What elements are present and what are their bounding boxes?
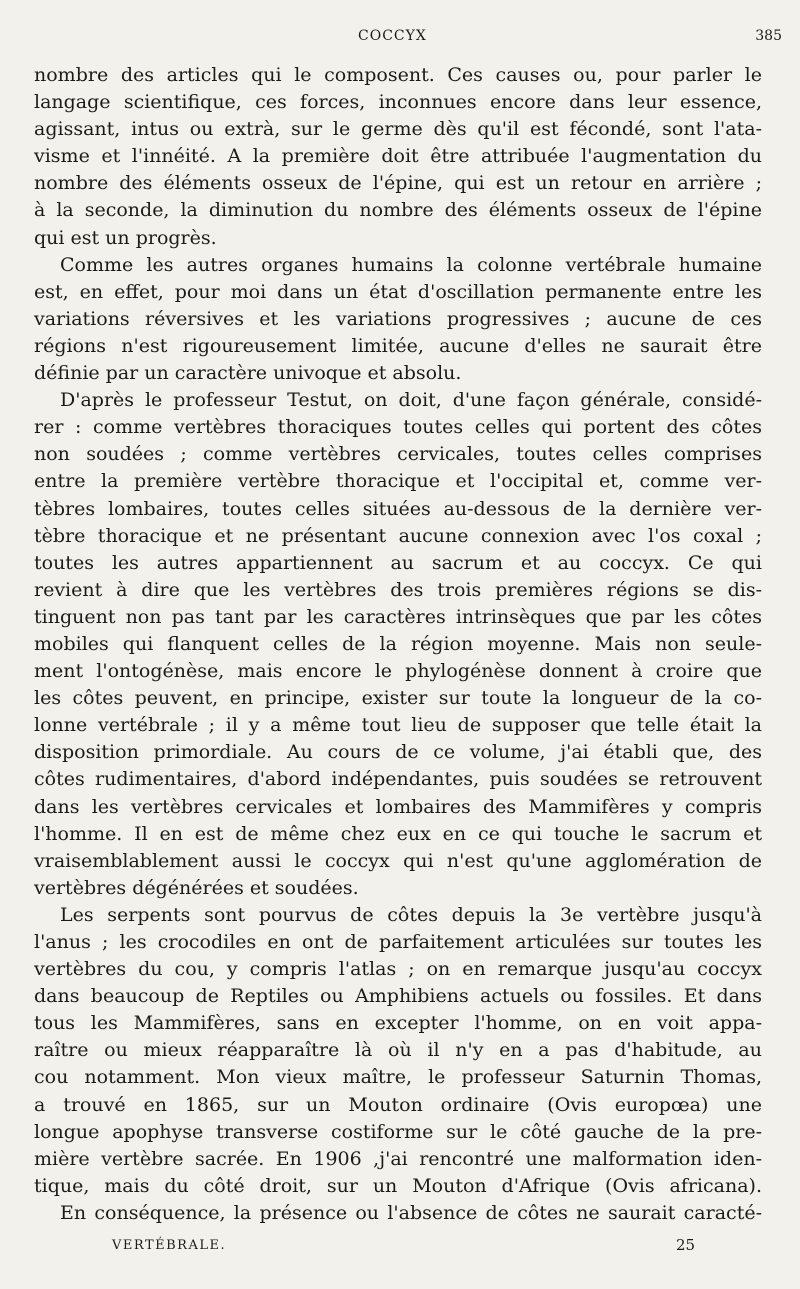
text-line: dans beaucoup de Reptiles ou Amphibiens actuels ou fossiles. Et dans xyxy=(34,985,762,1008)
text-line: régions n'est rigoureusement limitée, aucune d'elles ne saurait être xyxy=(34,334,762,357)
page-number: 385 xyxy=(755,28,782,44)
text-line: disposition primordiale. Au cours de ce volume, j'ai établi que, des xyxy=(34,741,762,764)
text-line: lonne vertébrale ; il y a même tout lieu de supposer que telle était la xyxy=(34,714,762,737)
text-line: Les serpents sont pourvus de côtes depuis la 3e vertèbre jusqu'à xyxy=(60,903,762,926)
text-line: non soudées ; comme vertèbres cervicales, toutes celles comprises xyxy=(34,443,762,466)
text-line: rer : comme vertèbres thoraciques toutes celles qui portent des côtes xyxy=(34,416,762,439)
text-line: Comme les autres organes humains la colonne vertébrale humaine xyxy=(60,253,762,276)
text-line: nombre des articles qui le composent. Ces causes ou, pour parler le xyxy=(34,64,762,86)
text-line: à la seconde, la diminution du nombre des éléments osseux de l'épine xyxy=(34,199,762,222)
text-line: tique, mais du côté droit, sur un Mouton d'Afrique (Ovis africana). xyxy=(34,1174,762,1197)
text-line: vertèbres du cou, y compris l'atlas ; on en remarque jusqu'au coccyx xyxy=(34,958,762,981)
text-line: a trouvé en 1865, sur un Mouton ordinaire (Ovis europœa) une xyxy=(34,1093,762,1116)
text-line: longue apophyse transverse costiforme sur le côté gauche de la pre- xyxy=(34,1120,762,1143)
page-header xyxy=(0,28,800,52)
sheet-number: 25 xyxy=(676,1236,696,1254)
text-line: vraisemblablement aussi le coccyx qui n'est qu'une agglomération de xyxy=(34,849,762,872)
text-line: l'anus ; les crocodiles en ont de parfaitement articulées sur toutes les xyxy=(34,931,762,953)
text-line: dans les vertèbres cervicales et lombaires des Mammifères y compris xyxy=(34,795,762,818)
text-line: qui est un progrès. xyxy=(34,226,217,249)
text-line: tèbres lombaires, toutes celles situées au-dessous de la dernière ver- xyxy=(34,497,762,520)
text-line: En conséquence, la présence ou l'absence de côtes ne saurait caracté- xyxy=(60,1201,762,1224)
text-line: mobiles qui flanquent celles de la région moyenne. Mais non seule- xyxy=(34,632,762,655)
text-line: tous les Mammifères, sans en excepter l'homme, on en voit appa- xyxy=(34,1012,762,1035)
page-footer xyxy=(0,1238,800,1262)
text-line: toutes les autres appartiennent au sacrum et au coccyx. Ce qui xyxy=(34,551,762,574)
text-line: l'homme. Il en est de même chez eux en ce qui touche le sacrum et xyxy=(34,822,762,845)
text-line: revient à dire que les vertèbres des trois premières régions se dis- xyxy=(34,578,762,601)
running-title: COCCYX xyxy=(358,28,427,44)
text-line: définie par un caractère univoque et absolu. xyxy=(34,362,462,385)
text-line: les côtes peuvent, en principe, exister sur toute la longueur de la co- xyxy=(34,687,762,710)
text-line: est, en effet, pour moi dans un état d'oscillation permanente entre les xyxy=(34,280,762,303)
text-line: tinguent non pas tant par les caractères intrinsèques que par les côtes xyxy=(34,605,762,628)
text-line: agissant, intus ou extrà, sur le germe dès qu'il est fécondé, sont l'ata- xyxy=(34,118,762,141)
text-line: D'après le professeur Testut, on doit, d'une façon générale, considé- xyxy=(60,389,762,412)
text-line: cou notamment. Mon vieux maître, le professeur Saturnin Thomas, xyxy=(34,1066,762,1089)
text-line: raître ou mieux réapparaître là où il n'y en a pas d'habitude, au xyxy=(34,1039,762,1062)
printer-signature: VERTÉBRALE. xyxy=(112,1238,227,1253)
text-line: vertèbres dégénérées et soudées. xyxy=(34,876,359,899)
text-line: langage scientifique, ces forces, inconnues encore dans leur essence, xyxy=(34,91,762,114)
text-line: ment l'ontogénèse, mais encore le phylogénèse donnent à croire que xyxy=(34,660,762,683)
text-line: mière vertèbre sacrée. En 1906 ,j'ai rencontré une malformation iden- xyxy=(34,1147,762,1170)
text-line: variations réversives et les variations progressives ; aucune de ces xyxy=(34,307,762,330)
body-text xyxy=(34,62,762,1227)
text-line: côtes rudimentaires, d'abord indépendantes, puis soudées se retrouvent xyxy=(34,768,762,791)
text-line: visme et l'innéité. A la première doit être attribuée l'augmentation du xyxy=(34,145,762,168)
text-line: tèbre thoracique et ne présentant aucune connexion avec l'os coxal ; xyxy=(34,524,762,547)
text-line: entre la première vertèbre thoracique et l'occipital et, comme ver- xyxy=(34,470,762,493)
text-line: nombre des éléments osseux de l'épine, qui est un retour en arrière ; xyxy=(34,172,762,195)
